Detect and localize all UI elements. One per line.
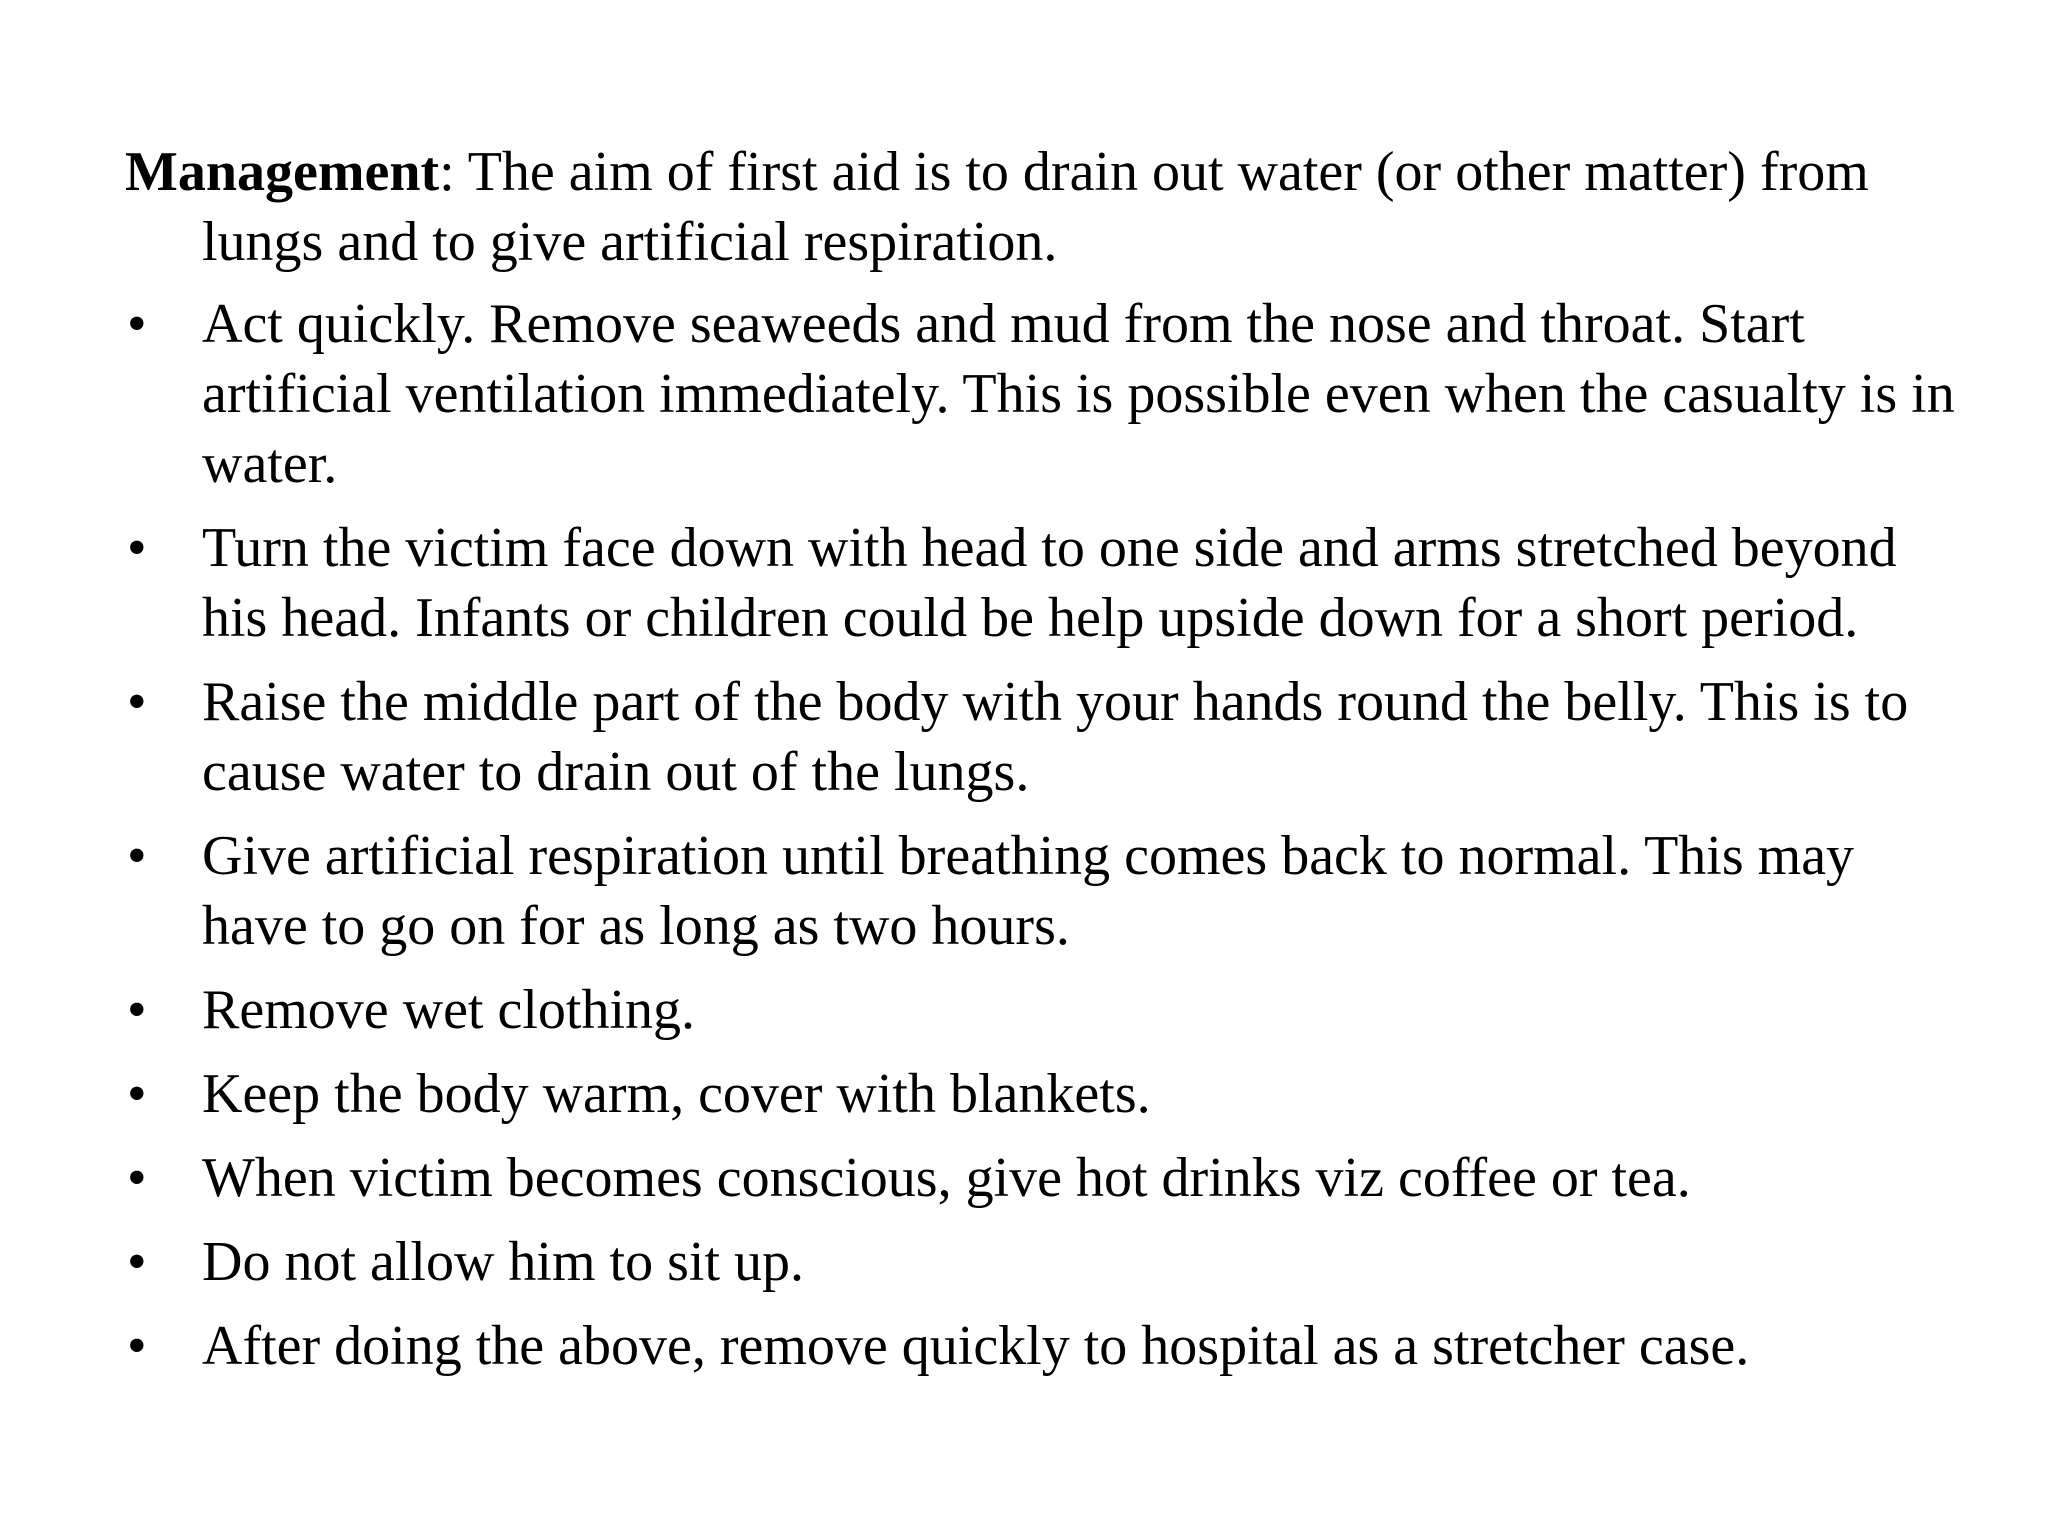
intro-text: : The aim of first aid is to drain out water (or other matter) from lungs and to give artificial respiration.: [202, 141, 1869, 273]
bullet-text: Give artificial respiration until breathing comes back to normal. This may have to go on for as long as two hours.: [202, 825, 1855, 957]
bullet-text: Turn the victim face down with head to one side and arms stretched beyond his head. Infants or children could be help upside down for a short period.: [202, 517, 1897, 649]
bullet-text: Raise the middle part of the body with your hands round the belly. This is to cause water to drain out of the lungs.: [202, 671, 1909, 803]
bullet-text: After doing the above, remove quickly to hospital as a stretcher case.: [202, 1315, 1750, 1377]
slide-content: [125, 137, 1955, 1395]
bullet-item: [125, 821, 1955, 961]
bullet-marker: •: [127, 517, 147, 579]
bullet-list: [125, 289, 1955, 1381]
bullet-text: Remove wet clothing.: [202, 979, 696, 1041]
bullet-item: [125, 667, 1955, 807]
bullet-marker: •: [127, 1063, 147, 1125]
bullet-item: [125, 289, 1955, 499]
bullet-marker: •: [127, 1315, 147, 1377]
bullet-text: Act quickly. Remove seaweeds and mud from the nose and throat. Start artificial ventilation immediately. This is possible even when the casualty is in water.: [202, 293, 1955, 495]
bullet-marker: •: [127, 671, 147, 733]
bullet-text: Do not allow him to sit up.: [202, 1231, 804, 1293]
bullet-item: [125, 1143, 1955, 1213]
bullet-item: [125, 1059, 1955, 1129]
bullet-marker: •: [127, 979, 147, 1041]
bullet-item: [125, 513, 1955, 653]
bullet-marker: •: [127, 825, 147, 887]
bullet-text: When victim becomes conscious, give hot drinks viz coffee or tea.: [202, 1147, 1691, 1209]
bullet-item: [125, 1311, 1955, 1381]
bullet-item: [125, 1227, 1955, 1297]
bullet-marker: •: [127, 293, 147, 355]
intro-paragraph: [125, 137, 1955, 277]
intro-heading: Management: [125, 141, 440, 203]
bullet-marker: •: [127, 1147, 147, 1209]
bullet-marker: •: [127, 1231, 147, 1293]
bullet-text: Keep the body warm, cover with blankets.: [202, 1063, 1151, 1125]
bullet-item: [125, 975, 1955, 1045]
